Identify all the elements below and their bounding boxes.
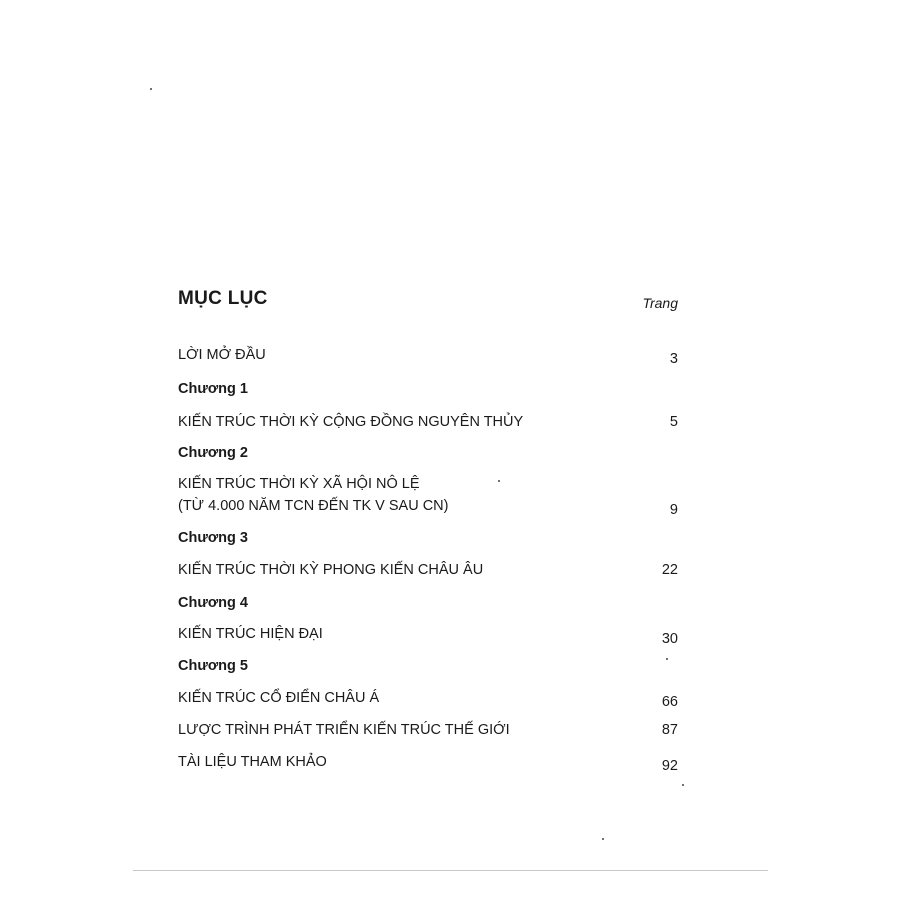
toc-chapter-heading: Chương 1 (178, 381, 248, 397)
scan-speck (498, 480, 500, 482)
toc-entry-text: KIẾN TRÚC CỔ ĐIỂN CHÂU Á (178, 690, 380, 706)
toc-chapter-heading: Chương 2 (178, 445, 248, 461)
toc-entry-text: TÀI LIỆU THAM KHẢO (178, 754, 327, 770)
toc-entry-page: 9 (669, 502, 678, 518)
toc-chapter-heading: Chương 3 (178, 530, 248, 546)
toc-entry-text: LỜI MỞ ĐẦU (178, 347, 266, 363)
toc-title: MỤC LỤC (178, 288, 268, 309)
toc-chapter-heading: Chương 4 (178, 595, 248, 611)
toc-entry-text: KIẾN TRÚC THỜI KỲ CỘNG ĐỒNG NGUYÊN THỦY (178, 414, 524, 430)
scan-speck (150, 88, 152, 90)
toc-entry-text: KIẾN TRÚC HIỆN ĐẠI (178, 626, 323, 642)
toc-chapter-heading: Chương 5 (178, 658, 248, 674)
toc-entry-page: 30 (661, 631, 678, 647)
toc-entry-text: KIẾN TRÚC THỜI KỲ XÃ HỘI NÔ LỆ (178, 476, 420, 492)
scan-speck (682, 784, 684, 786)
toc-entry-text: KIẾN TRÚC THỜI KỲ PHONG KIẾN CHÂU ÂU (178, 562, 484, 578)
toc-entry-page: 5 (669, 414, 678, 430)
toc-entry-page: 22 (661, 562, 678, 578)
scan-speck (666, 658, 668, 660)
toc-entry-page: 66 (661, 694, 678, 710)
scan-speck (602, 838, 604, 840)
page-column-label: Trang (642, 295, 678, 311)
toc-entry-page: 87 (661, 722, 678, 738)
toc-entry-text-line2: (TỪ 4.000 NĂM TCN ĐẾN TK V SAU CN) (178, 498, 449, 514)
toc-entry-text: LƯỢC TRÌNH PHÁT TRIỂN KIẾN TRÚC THẾ GIỚI (178, 722, 510, 738)
page-bottom-edge (133, 870, 768, 871)
toc-entry-page: 92 (661, 758, 678, 774)
toc-entry-page: 3 (669, 351, 678, 367)
